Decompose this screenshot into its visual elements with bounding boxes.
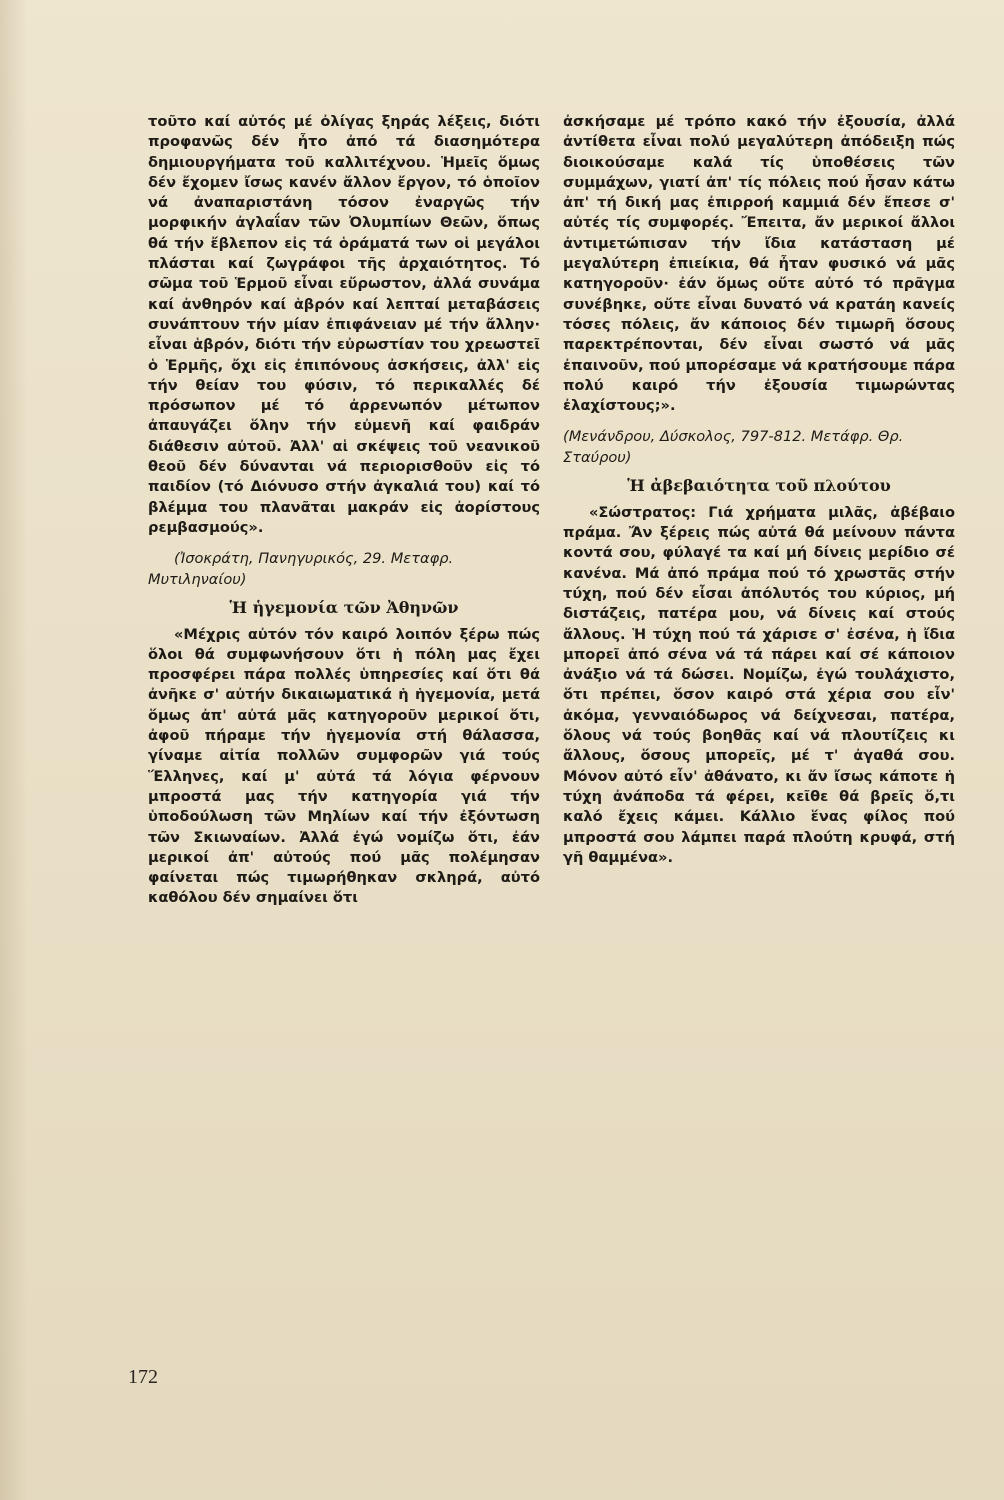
right-column [563,112,955,868]
left-column [148,112,540,909]
section-heading-wealth: Ἡ ἀβεβαιότητα τοῦ πλούτου [627,476,891,496]
left-citation: (Ἰσοκράτη, Πανηγυρικός, 29. Μεταφρ. Μυτιληναίου) [148,550,454,589]
left-paragraph-1: τοῦτο καί αὐτός μέ ὀλίγας ξηράς λέξεις, διότι προφανῶς δέν ἦτο ἀπό τά διασημότερα δημιουργήματα τοῦ καλλιτέχνου. Ἡμεῖς ὅμως δέν ἔχομεν ἴσως κανέν ἄλλον ἔργον, τό ὁποῖον νά ἀναπαριστάνη τόσον ἐναργῶς τήν μορφικήν ἀγλαΐαν τῶν Ὀλυμπίων Θεῶν, ὅπως θά τήν ἔβλεπον εἰς τά ὁράματά των οἱ μεγάλοι πλάσται καί ζωγράφοι τῆς ἀρχαιότητος. Τό σῶμα τοῦ Ἑρμοῦ εἶναι εὔρωστον, ἀλλά συνάμα καί ἀνθηρόν καί ἁβρόν καί λεπταί μεταβάσεις συνάπτουν τήν μίαν ἐπιφάνειαν μέ τήν ἄλλην· εἶναι ἁβρόν, διότι τήν εὐρωστίαν του χρεωστεῖ ὁ Ἑρμῆς, ὄχι εἰς ἐπιπόνους ἀσκήσεις, ἀλλ' εἰς τήν θείαν του φύσιν, τό περικαλλές δέ πρόσωπον μέ τό ἀρρενωπόν μέτωπον ἀπαυγάζει ὅλην τήν εὐμενῆ καί φαιδράν διάθεσιν αὐτοῦ. Ἀλλ' αἱ σκέψεις τοῦ νεανικοῦ θεοῦ δέν δύνανται νά περιορισθοῦν εἰς τό παιδίον (τό Διόνυσο στήν ἀγκαλιά του) καί τό βλέμμα του πλανᾶται μακράν εἰς ἀορίστους ρεμβασμούς». [148,113,540,536]
right-paragraph-1: ἀσκήσαμε μέ τρόπο κακό τήν ἐξουσία, ἀλλά ἀντίθετα εἶναι πολύ μεγαλύτερη ἀπόδειξη πώς διοικούσαμε καλά τίς ὑποθέσεις τῶν συμμάχων, γιατί ἀπ' τίς πόλεις πού ἦσαν κάτω ἀπ' τή δική μας ἐπιρροή καμμιά δέν ἔπεσε σ' αὐτές τίς συμφορές. Ἔπειτα, ἄν μερικοί ἄλλοι ἀντιμετώπισαν τήν ἴδια κατάσταση μέ μεγαλύτερη ἐπιείκια, θά ἦταν φυσικό νά μᾶς κατηγοροῦν· ἐάν ὅμως οὔτε αὐτό τό πρᾶγμα συνέβηκε, οὔτε εἶναι δυνατό νά κρατάη κανείς τόσες πόλεις, ἄν κάποιος δέν τιμωρῆ ὅσους παρεκτρέπονται, δέν εἶναι σωστό νά μᾶς ἐπαινοῦν, πού μπορέσαμε νά κρατήσουμε πάρα πολύ καιρό τήν ἐξουσία τιμωρώντας ἐλαχίστους;». [563,113,955,415]
page-number: 172 [128,1366,158,1388]
right-citation: (Μενάνδρου, Δύσκολος, 797-812. Μετάφρ. Θρ. Σταύρου) [563,428,904,467]
right-paragraph-2: «Σώστρατος: Γιά χρήματα μιλᾶς, ἀβέβαιο πράμα. Ἄν ξέρεις πώς αὐτά θά μείνουν πάντα κοντά σου, φύλαγέ τα καί μή δίνεις μερίδιο σέ κανένα. Μά ἀπό πράμα πού τό χρωστᾶς στήν τύχη, πού δέν εἶσαι ἀπόλυτός του κύριος, μή διστάζεις, πατέρα μου, νά δίνεις καί στούς ἄλλους. Ἡ τύχη πού τά χάρισε σ' ἐσένα, ἡ ἴδια μπορεῖ ἀπό σένα νά τά πάρει καί σέ κάποιον ἀνάξιο νά τά δώσει. Νομίζω, ἐγώ τουλάχιστο, ὅτι πρέπει, ὅσον καιρό στά χέρια σου εἶν' ἀκόμα, γενναιόδωρος νά δείχνεσαι, πατέρα, ὅλους νά τούς βοηθᾶς καί νά πλουτίζεις κι ἄλλους, ὅσους μπορεῖς, μέ τ' ἀγαθά σου. Μόνον αὐτό εἶν' ἀθάνατο, κι ἄν ἴσως κάποτε ἡ τύχη ἀνάποδα τά φέρει, κεῖθε θά βρεῖς ὅ,τι καλό ἔχεις κάμει. Κάλλιο ἕνας φίλος πού μπροστά σου λάμπει παρά πλούτη κρυφά, στή γῆ θαμμένα». [563,503,955,866]
left-paragraph-2: «Μέχρις αὐτόν τόν καιρό λοιπόν ξέρω πώς ὅλοι θά συμφωνήσουν ὅτι ἡ πόλη μας ἔχει προσφέρει πάρα πολλές ὑπηρεσίες καί ὅτι θά ἀνῆκε σ' αὐτήν δικαιωματικά ἡ ἡγεμονία, μετά ὅμως ἀπ' αὐτά μᾶς κατηγοροῦν μερικοί ὅτι, ἀφοῦ πήραμε τήν ἡγεμονία στή θάλασσα, γίναμε αἰτία πολλῶν συμφορῶν γιά τούς Ἕλληνες, καί μ' αὐτά τά λόγια φέρνουν μπροστά μας τήν κατηγορία γιά τήν ὑποδούλωση τῶν Μηλίων καί τήν ἐξόντωση τῶν Σκιωναίων. Ἀλλά ἐγώ νομίζω ὅτι, ἐάν μερικοί ἀπ' αὐτούς πού μᾶς πολέμησαν φαίνεται πώς τιμωρήθηκαν σκληρά, αὐτό καθόλου δέν σημαίνει ὅτι [148,625,540,907]
section-heading-hegemony: Ἡ ἡγεμονία τῶν Ἀθηνῶν [229,598,459,618]
